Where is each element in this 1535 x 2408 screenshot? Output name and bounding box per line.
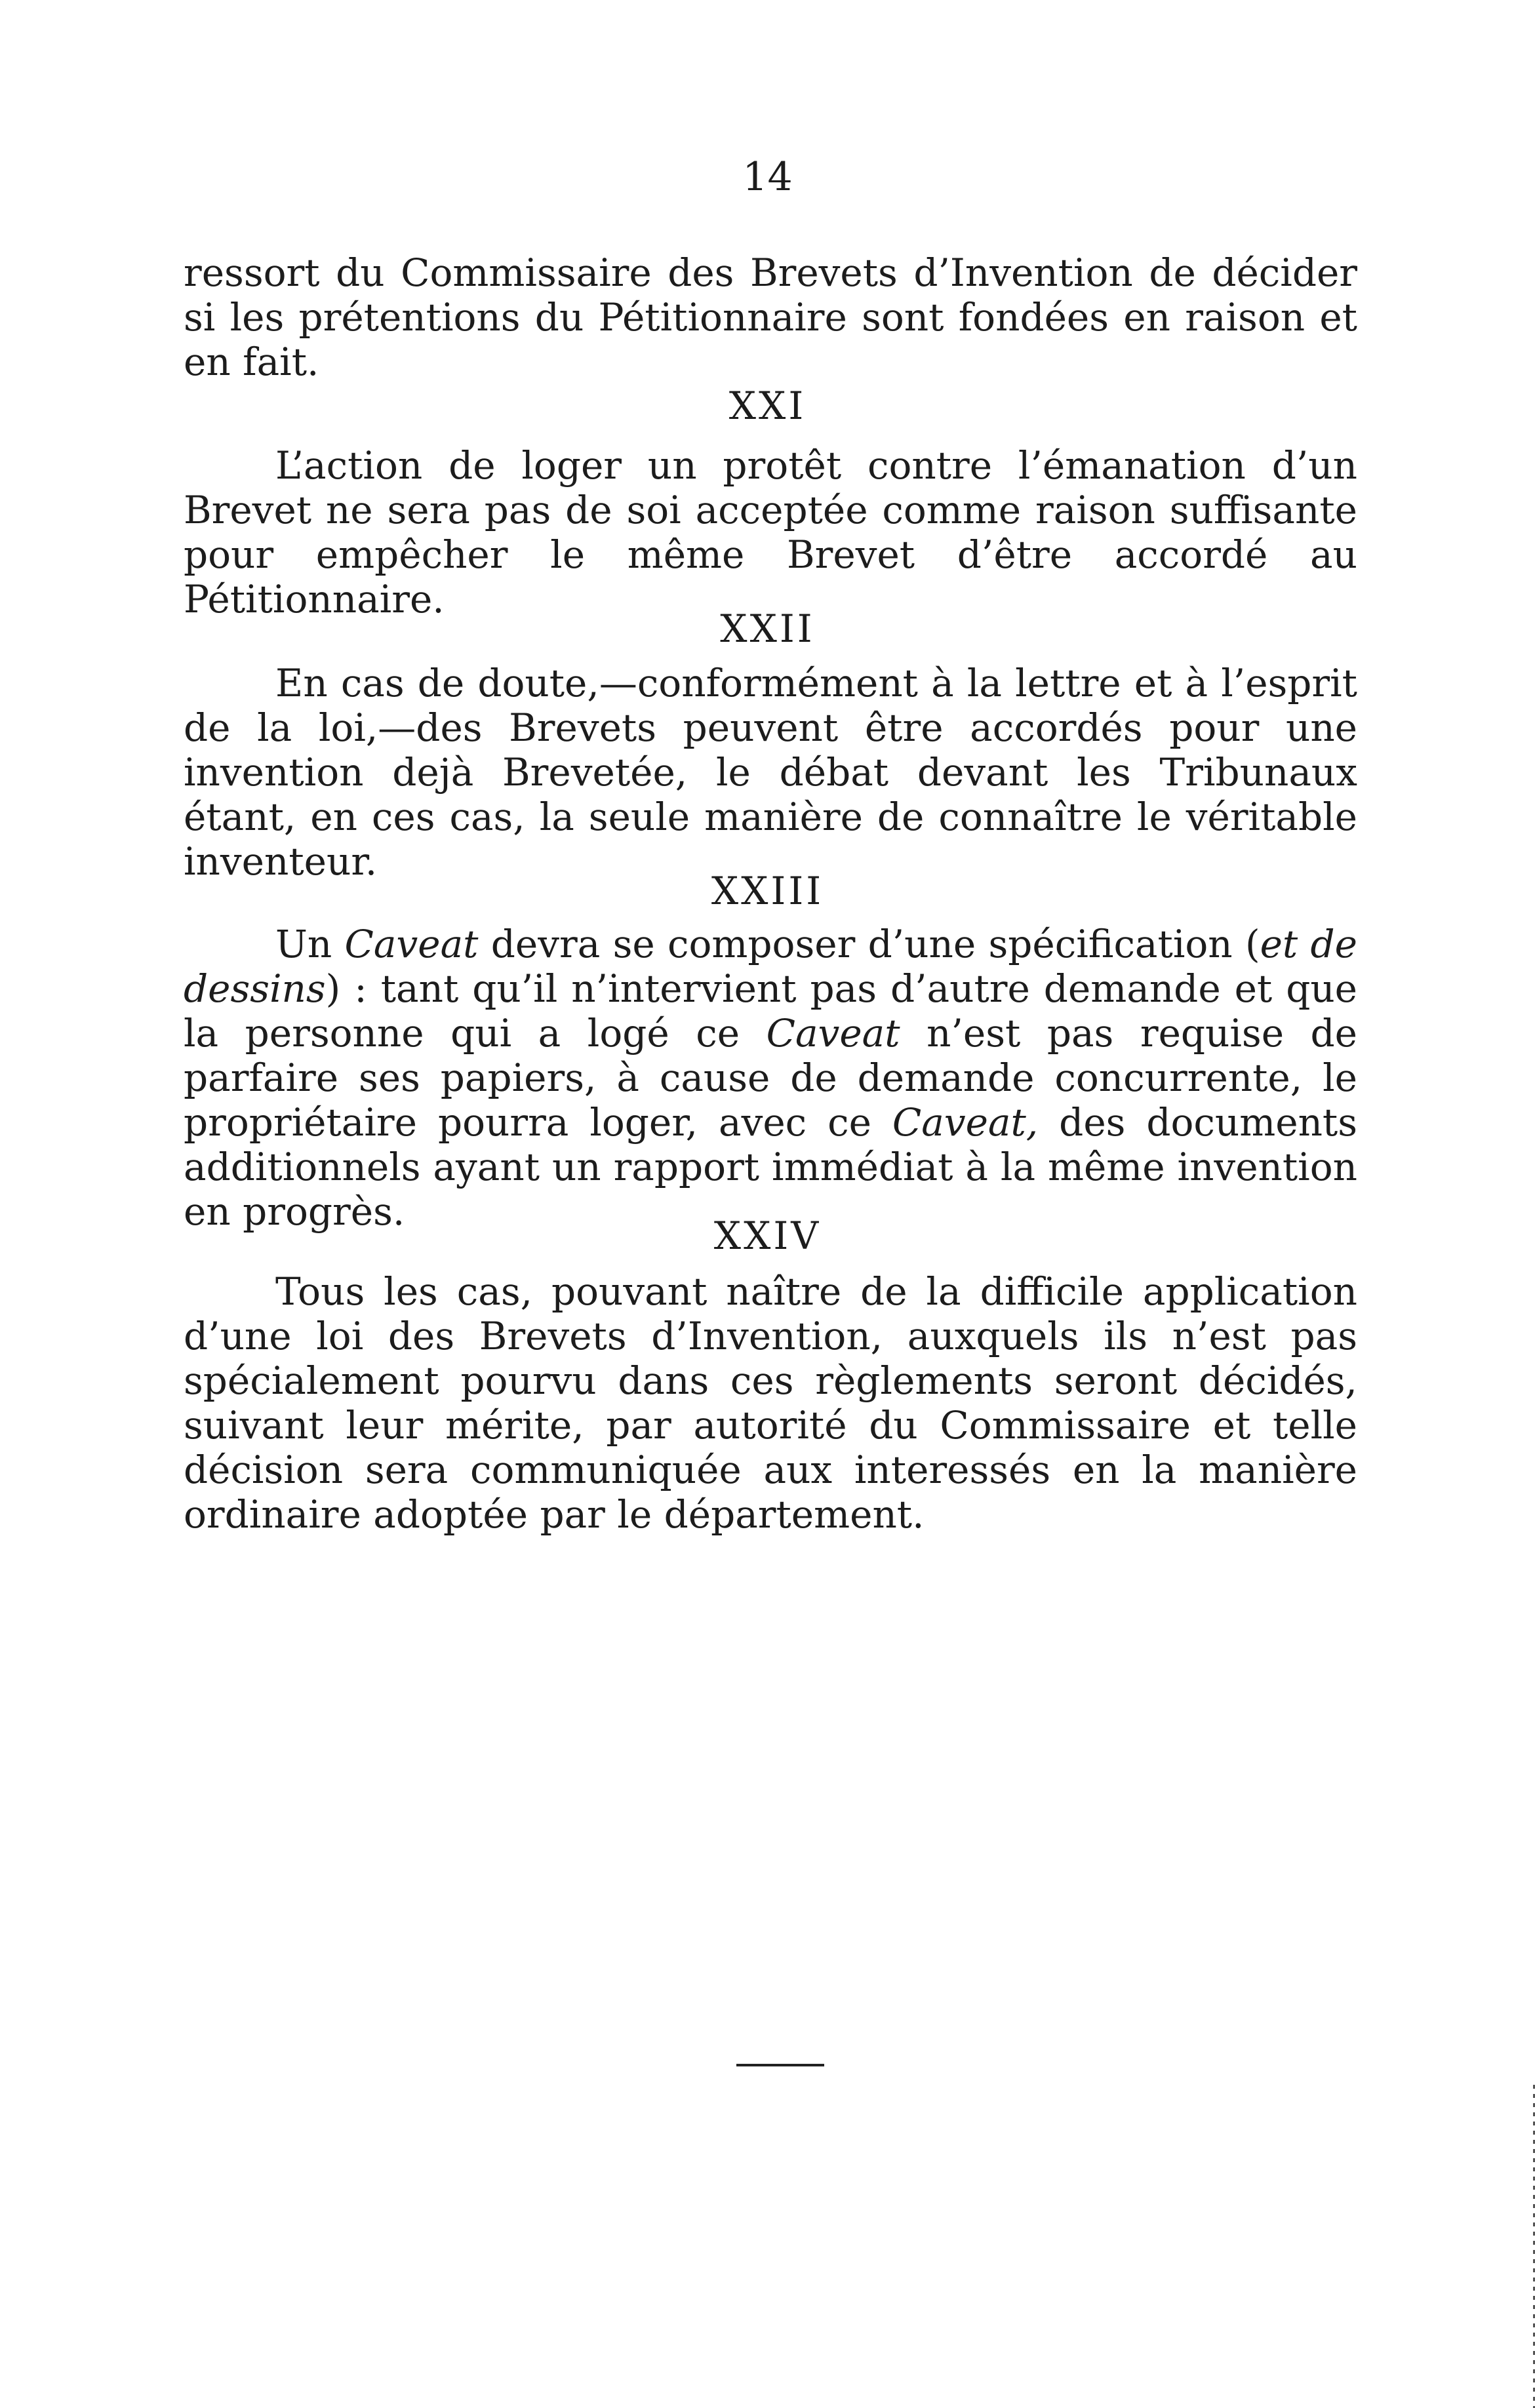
text-run: des documents additionnels ayant un rapport immédiat à la même invention en progrès. xyxy=(184,1100,1357,1234)
text-run: ) : tant qu’il n’intervient pas d’autre demande et que la personne qui a logé ce xyxy=(184,966,1357,1056)
section-xxiv-paragraph: Tous les cas, pouvant naître de la difficile application d’une loi des Brevets d’Invention, auxquels ils n’est pas spécialement pourvu dans ces règlements seront décidés, suivant leur mérite, par autorité du Commissaire et telle décision sera communiquée aux interessés en la manière ordinaire adoptée par le département. xyxy=(184,1269,1357,1537)
section-heading-xxiii: XXIII xyxy=(711,869,824,913)
section-xxi-paragraph: L’action de loger un protêt contre l’émanation d’un Brevet ne sera pas de soi acceptée comme raison suffisante pour empêcher le même Brevet d’être accordé au Pétitionnaire. xyxy=(184,443,1357,622)
page-number: 14 xyxy=(742,154,793,200)
section-xxiii-paragraph xyxy=(184,922,1357,1234)
italic-run: Caveat xyxy=(344,922,479,966)
section-heading-xxii: XXII xyxy=(720,606,815,651)
intro-paragraph: ressort du Commissaire des Brevets d’Invention de décider si les prétentions du Pétitionnaire sont fondées en raison et en fait. xyxy=(184,250,1357,384)
italic-run: et de dessins xyxy=(184,922,1357,1011)
section-heading-xxi: XXI xyxy=(728,384,807,428)
italic-run: Caveat xyxy=(766,1011,900,1056)
italic-run: Caveat, xyxy=(892,1100,1039,1145)
text-run: n’est pas requise de parfaire ses papiers, à cause de demande concurrente, le propriétaire pourra loger, avec ce xyxy=(184,1011,1358,1145)
end-rule xyxy=(736,2064,824,2066)
section-xxii-paragraph: En cas de doute,—conformément à la lettre et à l’esprit de la loi,—des Brevets peuvent être accordés pour une invention dejà Brevetée, le débat devant les Tribunaux étant, en ces cas, la seule manière de connaître le véritable inventeur. xyxy=(184,661,1357,884)
section-heading-xxiv: XXIV xyxy=(713,1214,822,1258)
text-run: Un xyxy=(275,922,345,966)
text-run: devra se composer d’une spécification ( xyxy=(478,922,1260,966)
